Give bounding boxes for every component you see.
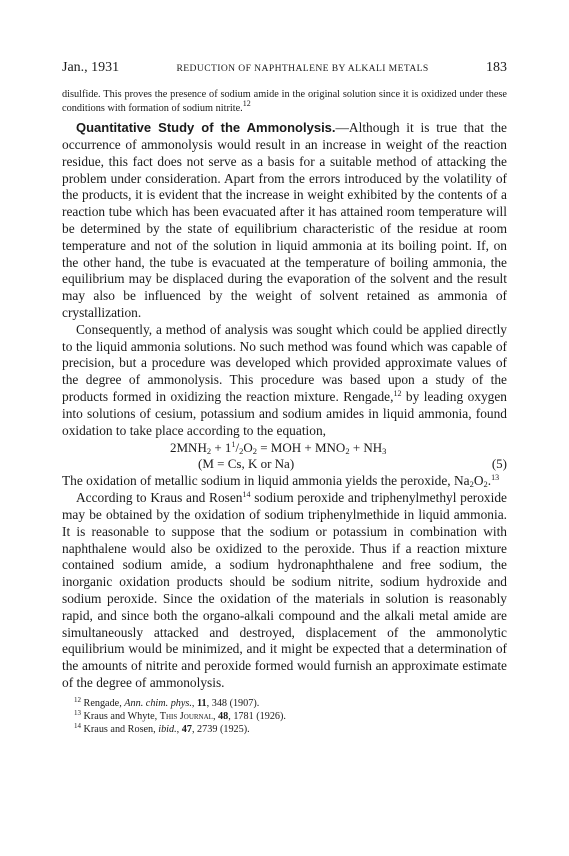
page xyxy=(62,60,507,736)
paragraph-2-text-a: Consequently, a method of analysis was sought which could be applied directly to the liquid ammonia solutions. No such method was found which was capable of precision, but a procedure was developed which provided approximate values of the degree of ammonolysis. This procedure was based upon a study of the products formed in oxidizing the reaction mixture. Rengade, xyxy=(62,321,507,404)
footnote-13: $^{13}$ Kraus and Whyte, This Journal, 48, 1781 (1926). xyxy=(74,708,286,722)
intro-text: disulfide. This proves the presence of sodium amide in the original solution since it is oxidized under these conditions with formation of sodium nitrite. xyxy=(62,89,507,114)
footnote-14: $^{14}$ Kraus and Rosen, ibid., 47, 2739 (1925). xyxy=(74,722,250,736)
paragraph-1 xyxy=(62,120,507,322)
footnote-ref: 13 xyxy=(491,473,500,483)
paragraph-3: The oxidation of metallic sodium in liquid ammonia yields the peroxide, $Na_2O_2.^{13}$ xyxy=(62,473,500,490)
footnotes xyxy=(62,697,507,737)
paragraph-1-text: —Although it is true that the occurrence of ammonolysis would result in an increase in weight of the reaction residue, this fact does not serve as a basis for a suitable method of attacking the problem under consideration. Apart from the errors introduced by the volatility of the products, it is evident that the increase in weight exhibited by the contents of a reaction tube which has been evacuated after it has attained room temperature will be determined by the state of equilibrium characteristic of the residue at room temperature and not of the solution in liquid ammonia at its boiling point. If, on the other hand, the tube is evacuated at the temperature of boiling ammonia, the equilibrium may be displaced during the evaporation of the solvent and the result may also be influenced by the weight of solvent retained as ammonia of crystallization. xyxy=(62,120,507,320)
running-header xyxy=(62,60,507,84)
footnote-ref: 14 xyxy=(242,490,251,500)
equation-line-1: $2MNH_2 + 1^1/_2O_2$ = MOH + $MNO_2 + NH_3$ xyxy=(170,440,387,457)
intro-paragraph xyxy=(62,88,507,115)
section-heading: Quantitative Study of the Ammonolysis. xyxy=(76,120,336,136)
equation-5 xyxy=(62,440,507,472)
paragraph-2-text-b: by leading oxygen into solutions of cesium, potassium and sodium amides in liquid ammonia, found oxidation to take place according to the equation, xyxy=(62,388,507,438)
paragraph-4: According to Kraus and Rosen$^{14}$ sodium peroxide and triphenylmethyl peroxide may be obtained by the oxidation of sodium triphenylmethide in liquid ammonia. It is reasonable to suppose that the sodium or potassium in combination with naphthalene would also be oxidized to the peroxide. Thus if a reaction mixture contained sodium amide, a sodium hydronaphthalene and free sodium, the inorganic oxidation products should be sodium nitrite, sodium hydroxide and sodium peroxide. Since the oxidation of the materials in solution is reasonably rapid, and since both the organo-alkali compound and the alkali metal amide are simultaneously attacked and destroyed, displacement of the ammonolytic equilibrium would be minimized, and it might be expected that a determination of the amounts of nitrite and peroxide formed would furnish an approximate estimate of the degree of ammonolysis. xyxy=(62,490,507,690)
equation-number: (5) xyxy=(491,456,507,472)
header-title: REDUCTION OF NAPHTHALENE BY ALKALI METALS xyxy=(176,63,429,74)
header-date: Jan., 1931 xyxy=(62,60,120,75)
footnote-12: $^{12}$ Rengade, Ann. chim. phys., 11, 348 (1907). xyxy=(74,695,260,709)
page-number: 183 xyxy=(485,60,507,75)
footnote-ref: 12 xyxy=(393,388,402,398)
footnote-ref: 12 xyxy=(242,98,251,108)
equation-line-2: (M = Cs, K or Na) xyxy=(198,456,295,472)
paragraph-2 xyxy=(62,322,507,440)
